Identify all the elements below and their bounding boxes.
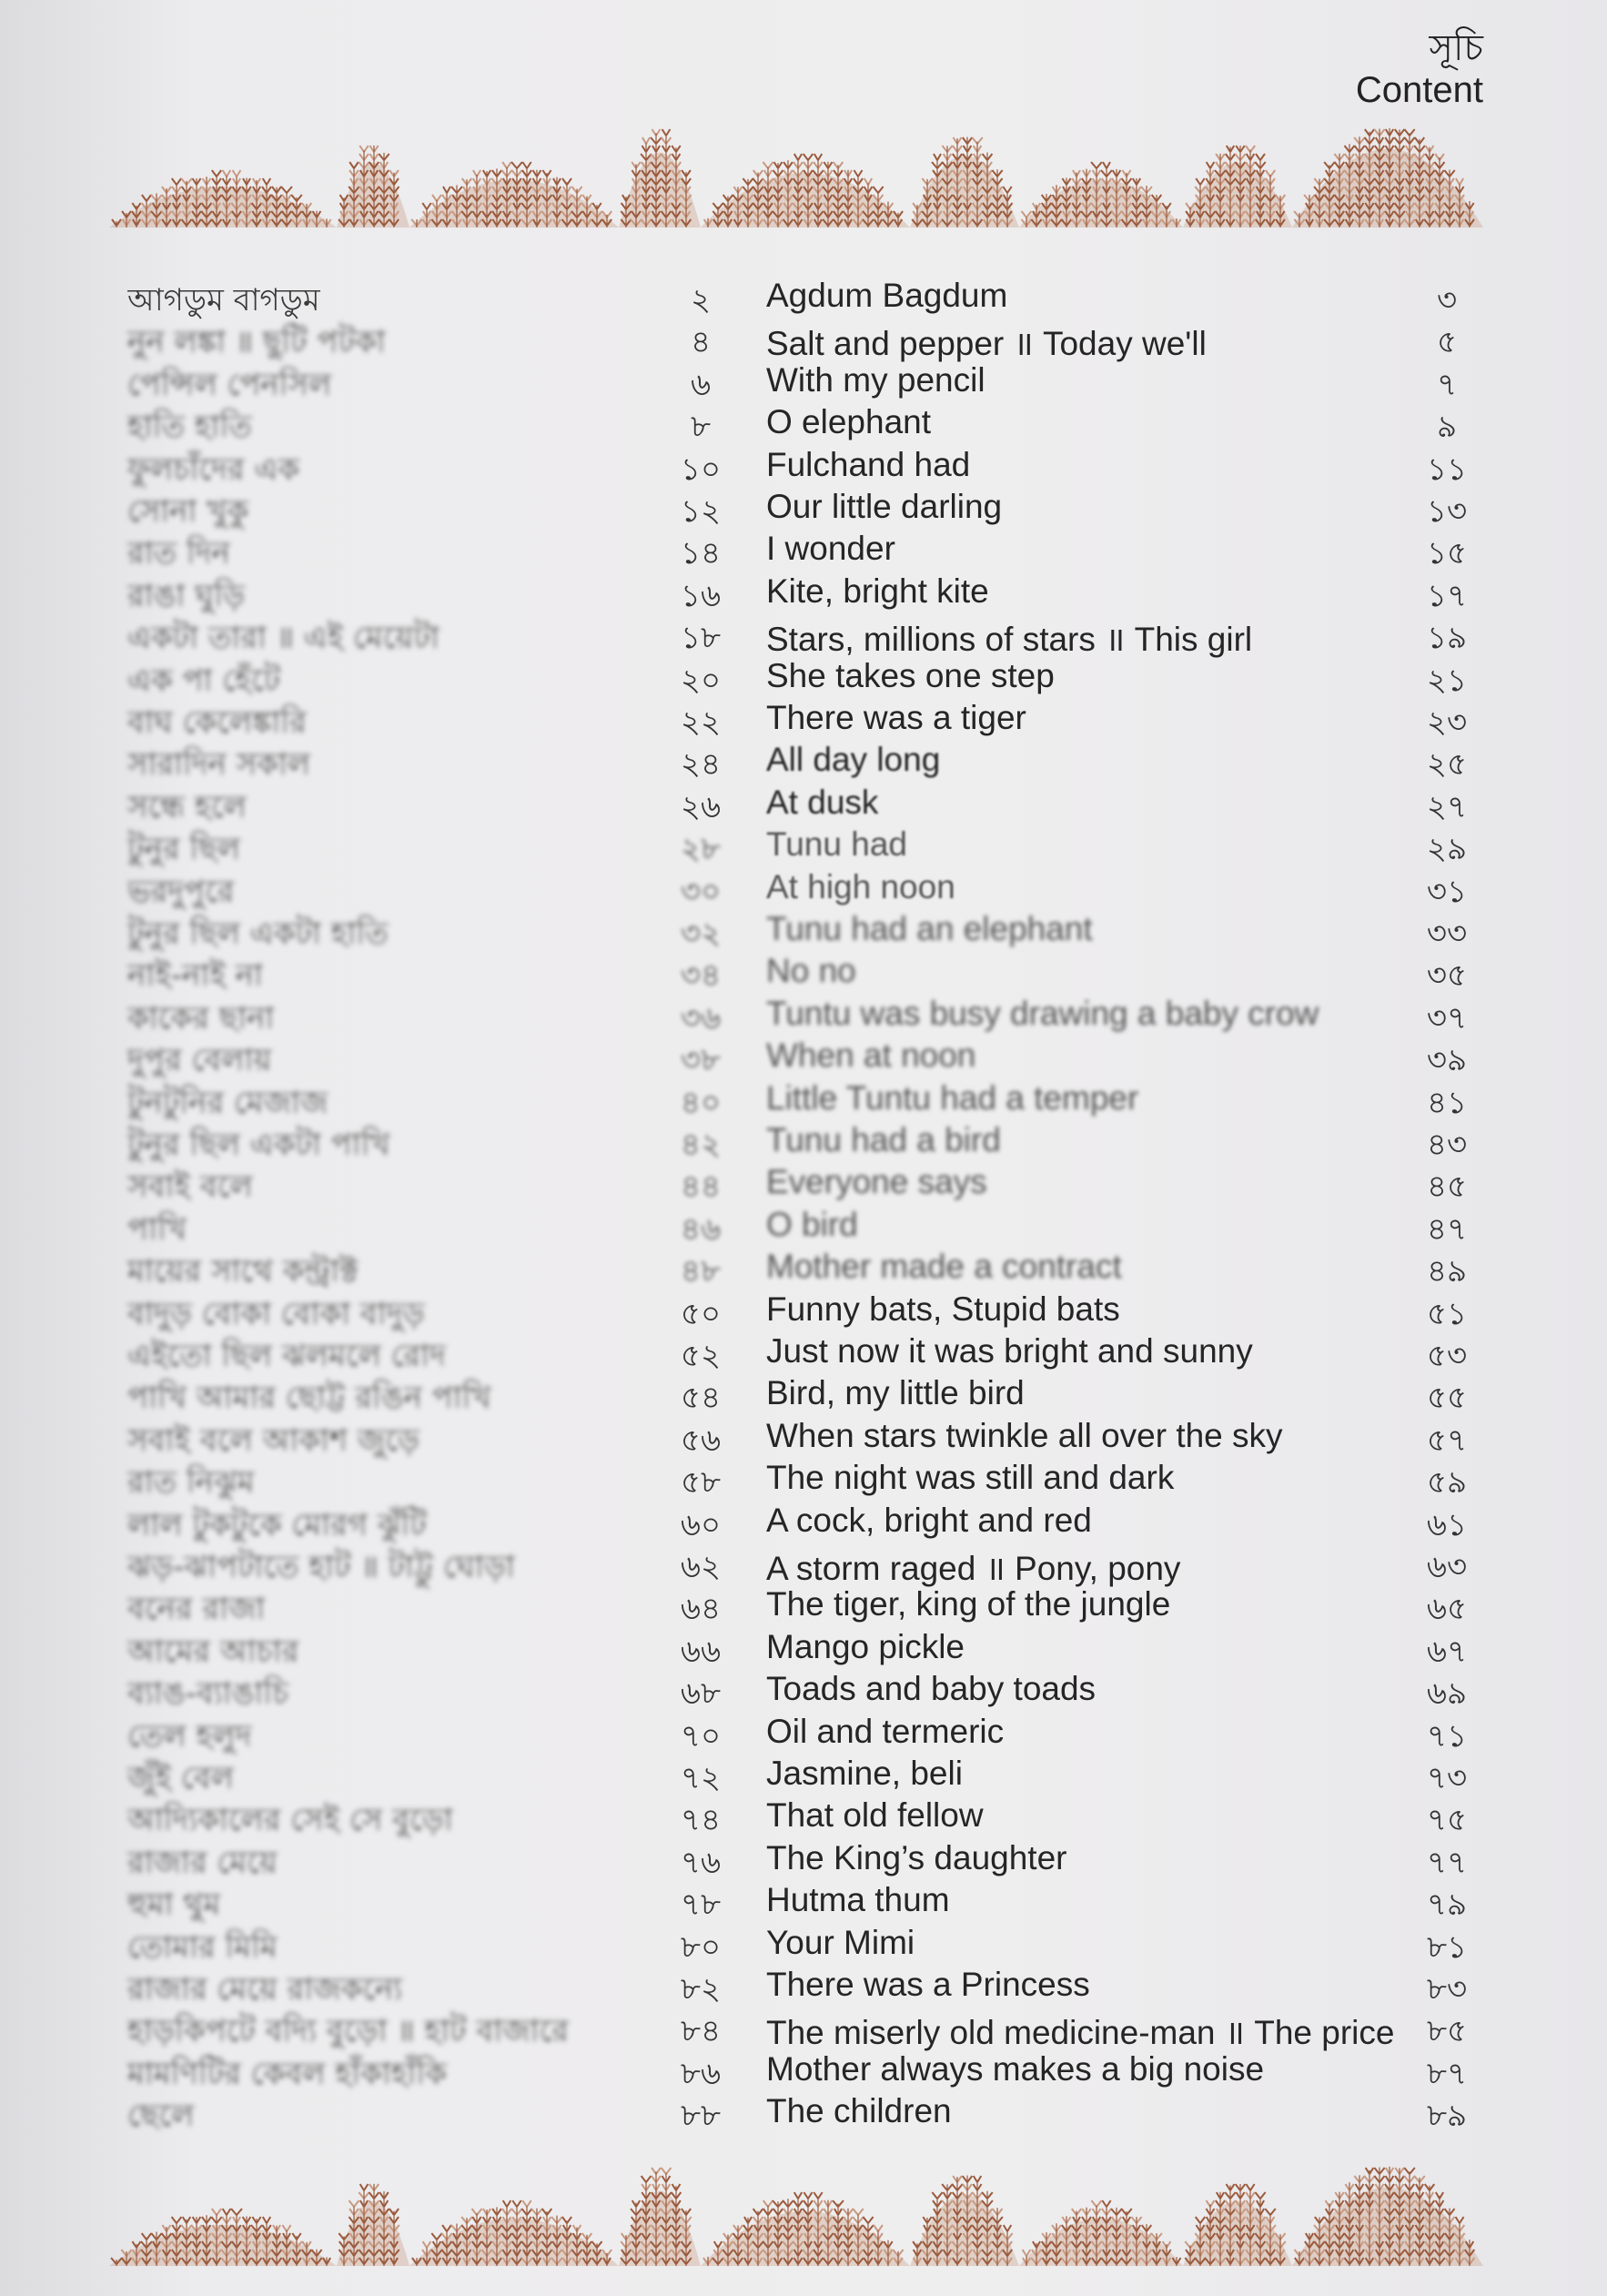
bengali-title: তোমার মিমি: [127, 1928, 278, 1966]
english-title: She takes one step: [766, 656, 1055, 694]
bengali-page-number: ৬৪: [680, 1591, 722, 1628]
english-page-number: ৪১: [1426, 1084, 1468, 1121]
toc-entry: [0, 403, 1607, 445]
bengali-page-number: ২: [690, 282, 712, 319]
bengali-title: টুনটুনির মেজাজ: [127, 1084, 328, 1121]
bengali-title: পাখি আমার ছোট্ট রঙিন পাখি: [127, 1380, 491, 1417]
toc-entry: [0, 1713, 1607, 1755]
toc-entry: [0, 1543, 1607, 1585]
bengali-page-number: ২৬: [680, 788, 722, 825]
english-title: Stars, millions of stars ॥ This girl: [766, 621, 1253, 659]
english-title: The night was still and dark: [766, 1459, 1175, 1497]
bengali-page-number: ৫০: [680, 1295, 722, 1332]
bengali-page-number: ১৮: [680, 620, 722, 657]
bengali-page-number: ৪৮: [680, 1253, 722, 1290]
english-page-number: ৯: [1436, 409, 1458, 446]
toc-entry: [0, 1248, 1607, 1290]
english-page-number: ৫৩: [1426, 1338, 1468, 1374]
english-page-number: ৬৫: [1426, 1591, 1468, 1628]
bengali-page-number: ৭৮: [680, 1886, 722, 1924]
english-title: Jasmine, beli: [766, 1755, 963, 1792]
bengali-title: রাজার মেয়ে: [127, 1844, 278, 1881]
toc-entry: [0, 1290, 1607, 1332]
bengali-page-number: ৩২: [680, 915, 722, 952]
bengali-page-number: ১৬: [680, 577, 722, 614]
english-page-number: ১৯: [1426, 620, 1468, 657]
english-page-number: ১১: [1426, 450, 1468, 488]
bengali-title: লাল টুকটুকে মোরগ ঝুঁটি: [127, 1506, 427, 1543]
english-title: Just now it was bright and sunny: [766, 1332, 1253, 1370]
bengali-page-number: ১৪: [680, 535, 722, 572]
english-title: At high noon: [766, 867, 955, 905]
toc-entry: [0, 910, 1607, 952]
english-title: All day long: [766, 741, 941, 779]
english-page-number: ৪৫: [1426, 1168, 1468, 1206]
english-title: Everyone says: [766, 1163, 987, 1201]
toc-entry: [0, 1037, 1607, 1078]
bengali-page-number: ৩৮: [680, 1042, 722, 1079]
toc-entry: [0, 995, 1607, 1037]
english-title: Mother always makes a big noise: [766, 2049, 1265, 2088]
english-title: Hutma thum: [766, 1881, 950, 1919]
bengali-title: নাই-নাই না: [127, 957, 263, 995]
english-title: Tunu had a bird: [766, 1121, 1001, 1158]
english-title: The tiger, king of the jungle: [766, 1585, 1171, 1623]
english-title: Salt and pepper ॥ Today we'll: [766, 325, 1207, 363]
bengali-page-number: ৫২: [680, 1338, 722, 1374]
bengali-page-number: ৬৬: [680, 1633, 722, 1670]
toc-entry: [0, 319, 1607, 363]
english-page-number: ৩৫: [1426, 957, 1468, 995]
bengali-page-number: ৮০: [680, 1928, 722, 1966]
bengali-page-number: ৮৮: [680, 2098, 722, 2135]
english-page-number: ২৩: [1426, 704, 1468, 741]
toc-entry: [0, 699, 1607, 741]
bengali-page-number: ৮৬: [680, 2055, 722, 2092]
bengali-page-number: ২৮: [680, 831, 722, 868]
bengali-page-number: ৪: [690, 324, 712, 361]
english-title: With my pencil: [766, 360, 985, 399]
bengali-page-number: ৫৮: [680, 1464, 722, 1502]
bengali-page-number: ২৪: [680, 746, 722, 784]
english-page-number: ৫৭: [1426, 1421, 1468, 1459]
bengali-title: সবাই বলে: [127, 1168, 253, 1206]
bengali-page-number: ৪৬: [680, 1210, 722, 1248]
english-page-number: ৩৭: [1426, 999, 1468, 1037]
english-title: Funny bats, Stupid bats: [766, 1290, 1120, 1328]
english-title: Toads and baby toads: [766, 1670, 1097, 1708]
english-title: Our little darling: [766, 488, 1003, 525]
bengali-page-number: ৬০: [680, 1506, 722, 1543]
toc-entry: [0, 1374, 1607, 1416]
bengali-title: সোনা খুকু: [127, 493, 249, 530]
toc-entry: [0, 1585, 1607, 1627]
bengali-title: হুমা থুম: [127, 1886, 221, 1924]
bengali-title: সন্ধে হলে: [127, 788, 247, 825]
toc-entry: [0, 784, 1607, 825]
english-title: The miserly old medicine-man ॥ The price: [766, 2014, 1395, 2052]
toc-entry: [0, 1502, 1607, 1543]
bengali-page-number: ১২: [680, 493, 722, 530]
english-title: Kite, bright kite: [766, 571, 989, 610]
english-title: When at noon: [766, 1037, 976, 1075]
bengali-title: বাঘ কেলেঙ্কারি: [127, 704, 307, 741]
bengali-title: রাত দিন: [127, 535, 230, 572]
english-title: Fulchand had: [766, 445, 971, 483]
bengali-title: পেন্সিল পেনসিল: [127, 366, 332, 403]
bengali-page-number: ৪২: [680, 1127, 722, 1163]
english-page-number: ২১: [1426, 662, 1468, 699]
english-page-number: ৮৯: [1426, 2098, 1468, 2135]
page-heading: [1356, 27, 1483, 111]
english-page-number: ৫: [1436, 324, 1458, 361]
bengali-title: আদ্যিকালের সেই সে বুড়ো: [127, 1802, 453, 1839]
english-page-number: ৭১: [1426, 1717, 1468, 1755]
bengali-title: দুপুর বেলায়: [127, 1042, 272, 1079]
toc-entry: [0, 2050, 1607, 2092]
english-title: The King’s daughter: [766, 1838, 1067, 1876]
english-page-number: ২৯: [1426, 831, 1468, 868]
english-page-number: ৫৫: [1426, 1380, 1468, 1417]
toc-entry: [0, 2092, 1607, 2134]
english-page-number: ৩১: [1426, 873, 1468, 910]
toc-entry: [0, 1121, 1607, 1163]
english-title: Tunu had an elephant: [766, 910, 1093, 947]
english-title: Agdum Bagdum: [766, 277, 1008, 314]
bengali-page-number: ৭৪: [680, 1802, 722, 1839]
english-page-number: ২৫: [1426, 746, 1468, 784]
toc-entry: [0, 1417, 1607, 1459]
english-page-number: ১৩: [1426, 493, 1468, 530]
toc-entry: [0, 1924, 1607, 1966]
toc-entry: [0, 1628, 1607, 1670]
english-page-number: ৮১: [1426, 1928, 1468, 1966]
english-page-number: ৭৫: [1426, 1802, 1468, 1839]
bengali-title: কাকের ছানা: [127, 999, 275, 1037]
bengali-page-number: ৩৬: [680, 999, 722, 1037]
toc-entry: [0, 488, 1607, 530]
english-title: At dusk: [766, 783, 879, 821]
bengali-title: এক পা হেঁটে: [127, 662, 281, 699]
heading-bengali: সূচি: [1429, 27, 1483, 69]
english-title: Oil and termeric: [766, 1712, 1005, 1750]
bengali-title: নুন লঙ্কা ॥ ছুটি পটকা: [127, 324, 386, 361]
english-title: There was a Princess: [766, 1966, 1090, 2003]
bengali-title: মায়ের সাথে কন্ট্রাক্ট: [127, 1253, 359, 1290]
bengali-page-number: ৫৬: [680, 1421, 722, 1459]
bengali-title: রাঙা ঘুড়ি: [127, 577, 246, 614]
bengali-title: তেল হলুদ: [127, 1717, 252, 1755]
english-page-number: ৩৩: [1426, 915, 1468, 952]
toc-entry: [0, 361, 1607, 403]
toc-entry: [0, 1163, 1607, 1205]
heading-english: Content: [1355, 70, 1483, 110]
bengali-title: মামণিটির কেবল হাঁকাহাঁকি: [127, 2055, 447, 2092]
english-title: O elephant: [766, 403, 932, 441]
bengali-title: ফুলচাঁদের এক: [127, 450, 300, 488]
english-page-number: ৩৯: [1426, 1042, 1468, 1079]
english-title: Little Tuntu had a temper: [766, 1078, 1139, 1117]
toc-entry: [0, 1755, 1607, 1796]
toc-entry: [0, 741, 1607, 783]
toc-entry: [0, 2008, 1607, 2052]
toc-entry: [0, 868, 1607, 910]
english-page-number: ৭: [1436, 366, 1458, 403]
bengali-page-number: ৮: [690, 409, 712, 446]
bengali-page-number: ৭৬: [680, 1844, 722, 1881]
bengali-page-number: ৬২: [680, 1549, 722, 1585]
english-page-number: ৬৩: [1426, 1549, 1468, 1585]
bengali-title: আমের আচার: [127, 1633, 299, 1670]
english-title: A storm raged ॥ Pony, pony: [766, 1550, 1181, 1587]
english-title: Tunu had: [766, 825, 907, 864]
english-title: O bird: [766, 1205, 858, 1243]
english-page-number: ৮৭: [1426, 2055, 1468, 2092]
bengali-title: ছেলে: [127, 2098, 195, 2135]
bengali-title: টুনুর ছিল একটা হাতি: [127, 915, 389, 952]
toc-entry: [0, 614, 1607, 659]
english-page-number: ২৭: [1426, 788, 1468, 825]
english-title: Mango pickle: [766, 1627, 965, 1665]
bengali-title: টুনুর ছিল একটা পাখি: [127, 1127, 390, 1163]
english-title: The children: [766, 2092, 952, 2130]
bottom-ornament-border: [109, 2166, 1483, 2275]
english-page-number: ৪৯: [1426, 1253, 1468, 1290]
bengali-page-number: ৭০: [680, 1717, 722, 1755]
toc-entry: [0, 1881, 1607, 1923]
bengali-title: বাদুড় বোকা বোকা বাদুড়: [127, 1295, 425, 1332]
bengali-title: ভরদুপুরে: [127, 873, 235, 910]
english-page-number: ৬৭: [1426, 1633, 1468, 1670]
bengali-title: ঝড়-ঝাপটাতে হাট ॥ টাট্টু ঘোড়া: [127, 1549, 515, 1585]
toc-entry: [0, 530, 1607, 571]
bengali-page-number: ৬: [690, 366, 712, 403]
english-page-number: ৮৫: [1426, 2013, 1468, 2050]
english-page-number: ৬১: [1426, 1506, 1468, 1543]
english-title: Bird, my little bird: [766, 1374, 1025, 1412]
bengali-page-number: ৬৮: [680, 1675, 722, 1713]
english-title: A cock, bright and red: [766, 1501, 1092, 1539]
bengali-page-number: ৮২: [680, 1971, 722, 2008]
english-title: There was a tiger: [766, 699, 1026, 736]
bengali-title: সারাদিন সকাল: [127, 746, 311, 784]
toc-entry: [0, 572, 1607, 614]
toc-entry: [0, 1670, 1607, 1712]
bengali-title: আগডুম বাগডুম: [127, 282, 320, 319]
english-page-number: ১৭: [1426, 577, 1468, 614]
bengali-page-number: ২২: [680, 704, 722, 741]
english-page-number: ৬৯: [1426, 1675, 1468, 1713]
english-title: That old fellow: [766, 1796, 984, 1835]
bengali-title: জুঁই বেল: [127, 1760, 234, 1796]
bengali-page-number: ৩৪: [680, 957, 722, 995]
bengali-title: পাখি: [127, 1210, 187, 1248]
english-page-number: ৭৭: [1426, 1844, 1468, 1881]
bengali-title: বনের রাজা: [127, 1591, 266, 1628]
bengali-title: এইতো ছিল ঝলমলে রোদ: [127, 1338, 446, 1374]
english-page-number: ৫৯: [1426, 1464, 1468, 1502]
english-page-number: ৪৩: [1426, 1127, 1468, 1163]
english-title: I wonder: [766, 530, 895, 568]
bengali-title: রাজার মেয়ে রাজকন্যে: [127, 1971, 403, 2008]
toc-entry: [0, 1459, 1607, 1501]
english-title: Tuntu was busy drawing a baby crow: [766, 994, 1319, 1032]
toc-entry: [0, 446, 1607, 488]
toc-entry: [0, 825, 1607, 867]
toc-entry: [0, 277, 1607, 319]
bengali-title: হাড়কিপটে বদ্যি বুড়ো ॥ হাট বাজারে: [127, 2013, 569, 2050]
bengali-page-number: ৩০: [680, 873, 722, 910]
english-page-number: ৩: [1436, 282, 1458, 319]
bengali-page-number: ৫৪: [680, 1380, 722, 1417]
bengali-title: টুনুর ছিল: [127, 831, 240, 868]
bengali-page-number: ৪৪: [680, 1168, 722, 1206]
english-title: When stars twinkle all over the sky: [766, 1416, 1283, 1454]
toc-entry: [0, 1206, 1607, 1248]
english-page-number: ৮৩: [1426, 1971, 1468, 2008]
toc-entry: [0, 952, 1607, 994]
toc-entry: [0, 1332, 1607, 1374]
english-page-number: ৭৩: [1426, 1760, 1468, 1796]
english-page-number: ১৫: [1426, 535, 1468, 572]
toc-entry: [0, 1839, 1607, 1881]
english-title: Mother made a contract: [766, 1248, 1122, 1286]
bengali-title: হাতি হাতি: [127, 409, 252, 446]
bengali-page-number: ২০: [680, 662, 722, 699]
top-ornament-border: [109, 127, 1483, 237]
english-page-number: ৫১: [1426, 1295, 1468, 1332]
english-page-number: ৪৭: [1426, 1210, 1468, 1248]
toc-entry: [0, 657, 1607, 699]
toc-entry: [0, 1796, 1607, 1838]
english-title: No no: [766, 952, 856, 990]
toc-entry: [0, 1966, 1607, 2008]
bengali-page-number: ৪০: [680, 1084, 722, 1121]
bengali-title: একটা তারা ॥ এই মেয়েটা: [127, 620, 440, 657]
toc-entry: [0, 1079, 1607, 1121]
bengali-page-number: ১০: [680, 450, 722, 488]
english-page-number: ৭৯: [1426, 1886, 1468, 1924]
bengali-title: রাত নিঝুম: [127, 1464, 255, 1502]
english-title: Your Mimi: [766, 1923, 915, 1961]
bengali-page-number: ৮৪: [680, 2013, 722, 2050]
bengali-page-number: ৭২: [680, 1760, 722, 1796]
bengali-title: সবাই বলে আকাশ জুড়ে: [127, 1421, 420, 1459]
bengali-title: ব্যাঙ-ব্যাঙাচি: [127, 1675, 289, 1713]
